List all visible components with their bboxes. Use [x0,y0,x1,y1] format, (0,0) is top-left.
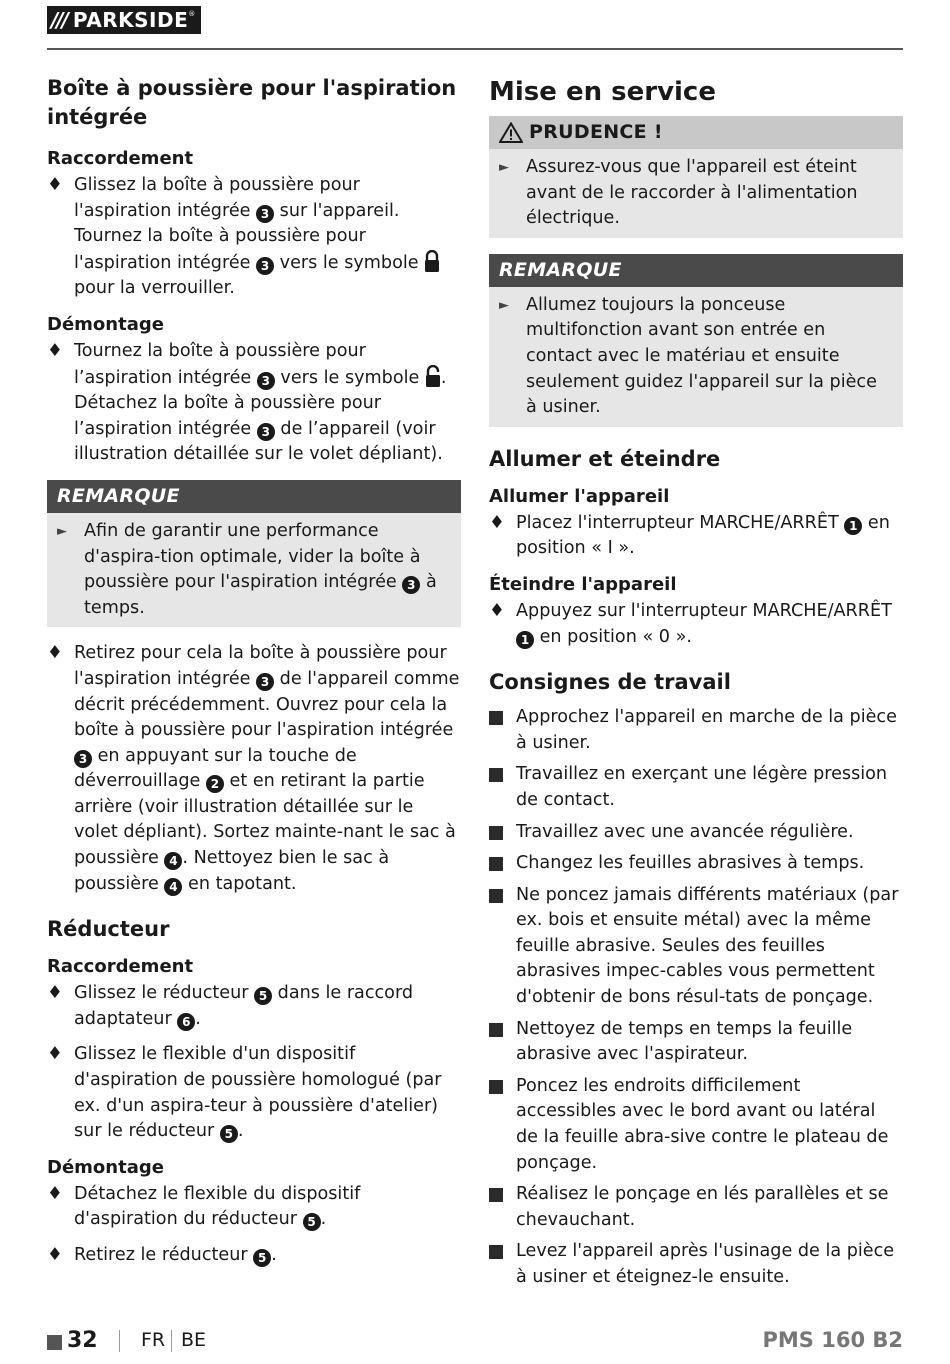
left-column [47,74,461,1279]
remarque-header: REMARQUE [47,480,461,513]
warning-triangle-icon [499,122,523,143]
list-item: ♦ Tournez la boîte à poussière pour l’aspiration intégrée 3 vers le symbole . Détachez la boîte à poussière pour l’aspiration intégrée 3 de l’appareil (voir illustration détaillée sur le volet dépliant). [47,340,447,465]
header-rule [47,48,903,50]
diamond-bullet-icon: ♦ [489,512,505,533]
prudence-label: PRUDENCE ! [529,121,663,143]
list-item: Ne poncez jamais différents matériaux (par ex. bois et ensuite métal) avec la même feuille abrasive. Seules des feuilles abrasives impec-cables vous permettent d'obtenir de bons résul-tats de ponçage. [489,883,903,1011]
list-item: Changez les feuilles abrasives à temps. [489,851,903,877]
diamond-bullet-icon: ♦ [489,600,505,621]
list-item: ♦ Glissez le réducteur 5 dans le raccord adaptateur 6 . [47,983,414,1029]
logo-slashes: /// [51,8,67,32]
ref-number-4: 4 [164,852,182,870]
list-item: ♦ Glissez le flexible d'un dispositif d'aspiration de poussière homologué (par ex. d'un aspira-teur à poussière d'atelier) sur le réducteur 5 . [47,1044,442,1142]
ref-number-3: 3 [74,750,92,768]
language-code-fr: FR [141,1329,166,1351]
diamond-bullet-icon: ♦ [47,983,63,1004]
prudence-body [489,149,903,238]
ref-number-3: 3 [257,372,275,390]
list-item: Poncez les endroits difficilement accessibles avec le bord avant ou latéral de la feuille abra-sive contre le plateau de ponçage. [489,1074,903,1176]
ref-number-5: 5 [253,1249,271,1267]
ref-number-5: 5 [303,1213,321,1231]
list-item: ► Assurez-vous que l'appareil est éteint avant de le raccorder à l'alimentation électrique. [499,157,858,229]
list-item: Travaillez avec une avancée régulière. [489,820,903,846]
section-title-mise-en-service: Mise en service [489,77,716,107]
ref-number-1: 1 [844,517,862,535]
page-footer [47,1328,903,1358]
ref-number-3: 3 [402,576,420,594]
ref-number-3: 3 [256,205,274,223]
remarque-header: REMARQUE [489,254,903,287]
diamond-bullet-icon: ♦ [47,643,63,664]
square-bullet-icon [489,768,503,782]
square-bullet-icon [489,1023,503,1037]
list-item: ♦ Glissez la boîte à poussière pour l'aspiration intégrée 3 sur l'appareil. Tournez la boîte à poussière pour l'aspiration intégrée 3 vers le symbole pour la verrouiller. [47,173,461,302]
list-item: ♦ Placez l'interrupteur MARCHE/ARRÊT 1 en position « I ». [489,512,890,559]
list-item: ♦ Détachez le flexible du dispositif d'aspiration du réducteur 5 . [47,1183,361,1230]
square-bullet-icon [489,1188,503,1202]
section-title-reducteur: Réducteur [47,917,170,942]
ref-number-5: 5 [254,987,272,1005]
remarque-box-left [47,480,461,627]
list-item: ♦ Retirez pour cela la boîte à poussière pour l'aspiration intégrée 3 de l'appareil comme décrit précédemment. Ouvrez pour cela la boîte à poussière pour l'aspiration intégrée 3 en appuyant sur la touche de déverrouillage 2 et en retirant la partie arrière (voir illustration détaillée sur le volet dépliant). Sortez mainte-nant le sac à poussière 4 . Nettoyez bien le sac à poussière 4 en tapotant. [47,643,460,894]
model-number: PMS 160 B2 [762,1328,903,1352]
remarque-box-right [489,254,903,427]
ref-number-3: 3 [256,257,274,275]
square-bullet-icon [489,1080,503,1094]
section-title-dust-box: Boîte à poussière pour l'aspiration intégrée [47,76,457,129]
subheading-raccordement: Raccordement [47,148,194,169]
prudence-header [489,116,903,149]
logo-text: PARKSIDE [72,8,189,32]
section-title-allumer-eteindre: Allumer et éteindre [489,446,721,471]
diamond-bullet-icon: ♦ [47,1183,63,1204]
subheading-raccordement: Raccordement [47,956,194,978]
lock-open-icon [425,365,441,387]
subheading-demontage: Démontage [47,313,164,335]
remarque-body [47,513,461,627]
list-item: ♦ Appuyez sur l'interrupteur MARCHE/ARRÊT 1 en position « 0 ». [489,600,892,647]
page-number: 32 [67,1328,98,1353]
lock-closed-icon [424,250,440,272]
subheading-eteindre: Éteindre l'appareil [489,573,677,595]
list-item: ► Afin de garantir une performance d'aspira-tion optimale, vider la boîte à poussière pour l'aspiration intégrée 3 à temps. [57,520,437,618]
language-code-be: BE [181,1329,207,1351]
ref-number-2: 2 [206,775,224,793]
logo-registered-mark: ® [188,10,196,18]
arrow-bullet-icon: ► [57,523,67,539]
diamond-bullet-icon: ♦ [47,1044,63,1065]
arrow-bullet-icon: ► [499,297,509,313]
remarque-body [489,287,903,427]
diamond-bullet-icon: ♦ [47,1245,63,1265]
list-item: Réalisez le ponçage en lés parallèles et se chevauchant. [489,1182,903,1233]
list-item: Levez l'appareil après l'usinage de la pièce à usiner et éteignez-le ensuite. [489,1239,903,1290]
square-bullet-icon [489,889,503,903]
arrow-bullet-icon: ► [499,160,509,175]
footer-divider [119,1330,120,1352]
subheading-allumer: Allumer l'appareil [489,485,670,507]
square-bullet-icon [489,711,503,725]
ref-number-6: 6 [177,1013,195,1031]
ref-number-3: 3 [256,673,274,691]
right-column [489,74,903,1297]
section-title-consignes: Consignes de travail [489,670,731,695]
footer-divider [171,1330,172,1352]
ref-number-4: 4 [164,878,182,896]
parkside-logo [47,6,201,34]
square-bullet-icon [489,1245,503,1259]
page-marker-square [47,1335,62,1350]
list-item: ♦ Retirez le réducteur 5 . [47,1243,461,1269]
list-item: Nettoyez de temps en temps la feuille abrasive avec l'aspirateur. [489,1017,903,1068]
diamond-bullet-icon: ♦ [47,175,63,195]
square-bullet-icon [489,826,503,840]
list-item: Travaillez en exerçant une légère pression de contact. [489,762,903,813]
list-item: ► Allumez toujours la ponceuse multifonction avant son entrée en contact avec le matériau et ensuite seulement guidez l'appareil sur la pièce à usiner. [499,294,877,418]
square-bullet-icon [489,857,503,871]
ref-number-3: 3 [257,423,275,441]
list-item: Approchez l'appareil en marche de la pièce à usiner. [489,705,903,756]
consignes-list [489,705,903,1290]
ref-number-5: 5 [220,1125,238,1143]
prudence-box [489,116,903,238]
diamond-bullet-icon: ♦ [47,340,63,361]
subheading-demontage: Démontage [47,1156,164,1178]
ref-number-1: 1 [516,631,534,649]
